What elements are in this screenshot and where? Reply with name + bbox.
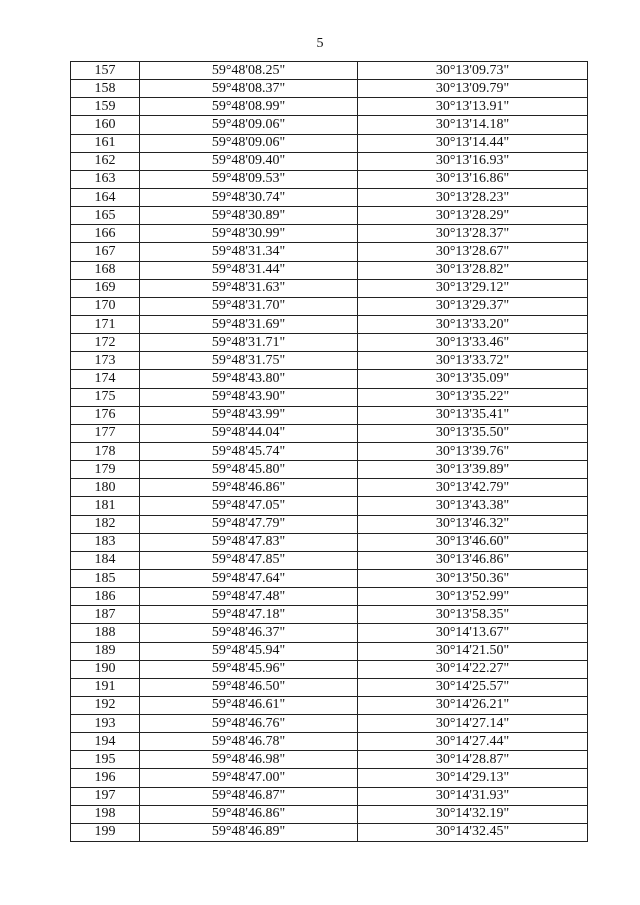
longitude-cell: 30°13'39.76" — [358, 442, 588, 460]
point-number-cell: 168 — [71, 261, 140, 279]
point-number-cell: 188 — [71, 624, 140, 642]
table-row — [71, 733, 588, 751]
point-number-cell: 195 — [71, 751, 140, 769]
table-row — [71, 279, 588, 297]
latitude-cell: 59°48'45.96" — [140, 660, 358, 678]
longitude-cell: 30°13'46.86" — [358, 551, 588, 569]
latitude-cell: 59°48'09.06" — [140, 134, 358, 152]
point-number-cell: 163 — [71, 170, 140, 188]
latitude-cell: 59°48'31.70" — [140, 297, 358, 315]
latitude-cell: 59°48'43.90" — [140, 388, 358, 406]
table-row — [71, 515, 588, 533]
point-number-cell: 186 — [71, 588, 140, 606]
longitude-cell: 30°13'46.60" — [358, 533, 588, 551]
longitude-cell: 30°13'50.36" — [358, 569, 588, 587]
point-number-cell: 171 — [71, 315, 140, 333]
table-row — [71, 424, 588, 442]
latitude-cell: 59°48'30.74" — [140, 188, 358, 206]
longitude-cell: 30°13'58.35" — [358, 606, 588, 624]
latitude-cell: 59°48'47.00" — [140, 769, 358, 787]
latitude-cell: 59°48'46.50" — [140, 678, 358, 696]
point-number-cell: 164 — [71, 188, 140, 206]
point-number-cell: 161 — [71, 134, 140, 152]
point-number-cell: 166 — [71, 225, 140, 243]
point-number-cell: 198 — [71, 805, 140, 823]
table-row — [71, 152, 588, 170]
longitude-cell: 30°13'42.79" — [358, 479, 588, 497]
longitude-cell: 30°13'33.46" — [358, 334, 588, 352]
longitude-cell: 30°13'52.99" — [358, 588, 588, 606]
point-number-cell: 183 — [71, 533, 140, 551]
longitude-cell: 30°13'29.12" — [358, 279, 588, 297]
latitude-cell: 59°48'47.83" — [140, 533, 358, 551]
point-number-cell: 167 — [71, 243, 140, 261]
latitude-cell: 59°48'31.75" — [140, 352, 358, 370]
table-row — [71, 116, 588, 134]
longitude-cell: 30°14'27.14" — [358, 715, 588, 733]
longitude-cell: 30°13'09.73" — [358, 62, 588, 80]
longitude-cell: 30°13'35.50" — [358, 424, 588, 442]
longitude-cell: 30°13'29.37" — [358, 297, 588, 315]
point-number-cell: 175 — [71, 388, 140, 406]
table-row — [71, 170, 588, 188]
longitude-cell: 30°13'28.29" — [358, 207, 588, 225]
latitude-cell: 59°48'47.48" — [140, 588, 358, 606]
longitude-cell: 30°13'33.20" — [358, 315, 588, 333]
point-number-cell: 185 — [71, 569, 140, 587]
latitude-cell: 59°48'45.74" — [140, 442, 358, 460]
coordinates-table — [70, 61, 588, 842]
longitude-cell: 30°13'14.44" — [358, 134, 588, 152]
point-number-cell: 193 — [71, 715, 140, 733]
longitude-cell: 30°14'32.45" — [358, 823, 588, 841]
table-row — [71, 533, 588, 551]
table-row — [71, 642, 588, 660]
latitude-cell: 59°48'08.99" — [140, 98, 358, 116]
longitude-cell: 30°13'28.37" — [358, 225, 588, 243]
point-number-cell: 165 — [71, 207, 140, 225]
point-number-cell: 160 — [71, 116, 140, 134]
table-row — [71, 261, 588, 279]
table-row — [71, 62, 588, 80]
point-number-cell: 172 — [71, 334, 140, 352]
longitude-cell: 30°13'46.32" — [358, 515, 588, 533]
page-number: 5 — [316, 36, 324, 51]
point-number-cell: 181 — [71, 497, 140, 515]
latitude-cell: 59°48'44.04" — [140, 424, 358, 442]
latitude-cell: 59°48'47.18" — [140, 606, 358, 624]
longitude-cell: 30°14'21.50" — [358, 642, 588, 660]
latitude-cell: 59°48'46.61" — [140, 696, 358, 714]
table-row — [71, 334, 588, 352]
point-number-cell: 170 — [71, 297, 140, 315]
latitude-cell: 59°48'45.80" — [140, 461, 358, 479]
longitude-cell: 30°14'22.27" — [358, 660, 588, 678]
longitude-cell: 30°14'31.93" — [358, 787, 588, 805]
point-number-cell: 169 — [71, 279, 140, 297]
table-row — [71, 243, 588, 261]
point-number-cell: 184 — [71, 551, 140, 569]
longitude-cell: 30°14'13.67" — [358, 624, 588, 642]
longitude-cell: 30°14'28.87" — [358, 751, 588, 769]
coordinates-table-body — [71, 62, 588, 842]
point-number-cell: 159 — [71, 98, 140, 116]
longitude-cell: 30°13'14.18" — [358, 116, 588, 134]
point-number-cell: 157 — [71, 62, 140, 80]
table-row — [71, 497, 588, 515]
latitude-cell: 59°48'08.37" — [140, 80, 358, 98]
point-number-cell: 178 — [71, 442, 140, 460]
latitude-cell: 59°48'46.87" — [140, 787, 358, 805]
table-row — [71, 624, 588, 642]
longitude-cell: 30°13'09.79" — [358, 80, 588, 98]
table-row — [71, 80, 588, 98]
latitude-cell: 59°48'46.76" — [140, 715, 358, 733]
table-row — [71, 696, 588, 714]
point-number-cell: 199 — [71, 823, 140, 841]
table-row — [71, 715, 588, 733]
latitude-cell: 59°48'45.94" — [140, 642, 358, 660]
table-row — [71, 606, 588, 624]
point-number-cell: 162 — [71, 152, 140, 170]
longitude-cell: 30°14'27.44" — [358, 733, 588, 751]
point-number-cell: 192 — [71, 696, 140, 714]
latitude-cell: 59°48'46.86" — [140, 479, 358, 497]
latitude-cell: 59°48'31.34" — [140, 243, 358, 261]
latitude-cell: 59°48'47.64" — [140, 569, 358, 587]
latitude-cell: 59°48'09.53" — [140, 170, 358, 188]
point-number-cell: 176 — [71, 406, 140, 424]
table-row — [71, 315, 588, 333]
point-number-cell: 179 — [71, 461, 140, 479]
longitude-cell: 30°13'13.91" — [358, 98, 588, 116]
table-row — [71, 188, 588, 206]
latitude-cell: 59°48'46.37" — [140, 624, 358, 642]
point-number-cell: 194 — [71, 733, 140, 751]
point-number-cell: 189 — [71, 642, 140, 660]
latitude-cell: 59°48'31.44" — [140, 261, 358, 279]
latitude-cell: 59°48'09.40" — [140, 152, 358, 170]
table-row — [71, 461, 588, 479]
longitude-cell: 30°13'43.38" — [358, 497, 588, 515]
latitude-cell: 59°48'31.71" — [140, 334, 358, 352]
longitude-cell: 30°13'28.67" — [358, 243, 588, 261]
latitude-cell: 59°48'30.89" — [140, 207, 358, 225]
table-row — [71, 479, 588, 497]
point-number-cell: 180 — [71, 479, 140, 497]
latitude-cell: 59°48'46.89" — [140, 823, 358, 841]
table-row — [71, 769, 588, 787]
table-row — [71, 388, 588, 406]
latitude-cell: 59°48'43.80" — [140, 370, 358, 388]
point-number-cell: 173 — [71, 352, 140, 370]
longitude-cell: 30°13'33.72" — [358, 352, 588, 370]
table-row — [71, 823, 588, 841]
latitude-cell: 59°48'30.99" — [140, 225, 358, 243]
point-number-cell: 197 — [71, 787, 140, 805]
longitude-cell: 30°14'26.21" — [358, 696, 588, 714]
table-row — [71, 751, 588, 769]
point-number-cell: 158 — [71, 80, 140, 98]
latitude-cell: 59°48'46.86" — [140, 805, 358, 823]
table-row — [71, 551, 588, 569]
point-number-cell: 187 — [71, 606, 140, 624]
longitude-cell: 30°13'35.41" — [358, 406, 588, 424]
latitude-cell: 59°48'31.69" — [140, 315, 358, 333]
latitude-cell: 59°48'08.25" — [140, 62, 358, 80]
longitude-cell: 30°14'29.13" — [358, 769, 588, 787]
longitude-cell: 30°14'25.57" — [358, 678, 588, 696]
table-row — [71, 442, 588, 460]
longitude-cell: 30°13'28.82" — [358, 261, 588, 279]
longitude-cell: 30°13'16.93" — [358, 152, 588, 170]
latitude-cell: 59°48'09.06" — [140, 116, 358, 134]
longitude-cell: 30°13'28.23" — [358, 188, 588, 206]
latitude-cell: 59°48'47.05" — [140, 497, 358, 515]
table-row — [71, 134, 588, 152]
longitude-cell: 30°13'39.89" — [358, 461, 588, 479]
table-row — [71, 98, 588, 116]
longitude-cell: 30°13'35.09" — [358, 370, 588, 388]
point-number-cell: 177 — [71, 424, 140, 442]
point-number-cell: 174 — [71, 370, 140, 388]
longitude-cell: 30°13'35.22" — [358, 388, 588, 406]
table-row — [71, 207, 588, 225]
latitude-cell: 59°48'47.79" — [140, 515, 358, 533]
point-number-cell: 191 — [71, 678, 140, 696]
table-row — [71, 678, 588, 696]
longitude-cell: 30°14'32.19" — [358, 805, 588, 823]
latitude-cell: 59°48'46.98" — [140, 751, 358, 769]
point-number-cell: 190 — [71, 660, 140, 678]
table-row — [71, 352, 588, 370]
longitude-cell: 30°13'16.86" — [358, 170, 588, 188]
table-row — [71, 406, 588, 424]
table-row — [71, 588, 588, 606]
latitude-cell: 59°48'46.78" — [140, 733, 358, 751]
latitude-cell: 59°48'43.99" — [140, 406, 358, 424]
table-row — [71, 805, 588, 823]
table-row — [71, 297, 588, 315]
latitude-cell: 59°48'31.63" — [140, 279, 358, 297]
table-row — [71, 660, 588, 678]
table-row — [71, 370, 588, 388]
point-number-cell: 182 — [71, 515, 140, 533]
table-row — [71, 787, 588, 805]
latitude-cell: 59°48'47.85" — [140, 551, 358, 569]
table-row — [71, 225, 588, 243]
table-row — [71, 569, 588, 587]
point-number-cell: 196 — [71, 769, 140, 787]
